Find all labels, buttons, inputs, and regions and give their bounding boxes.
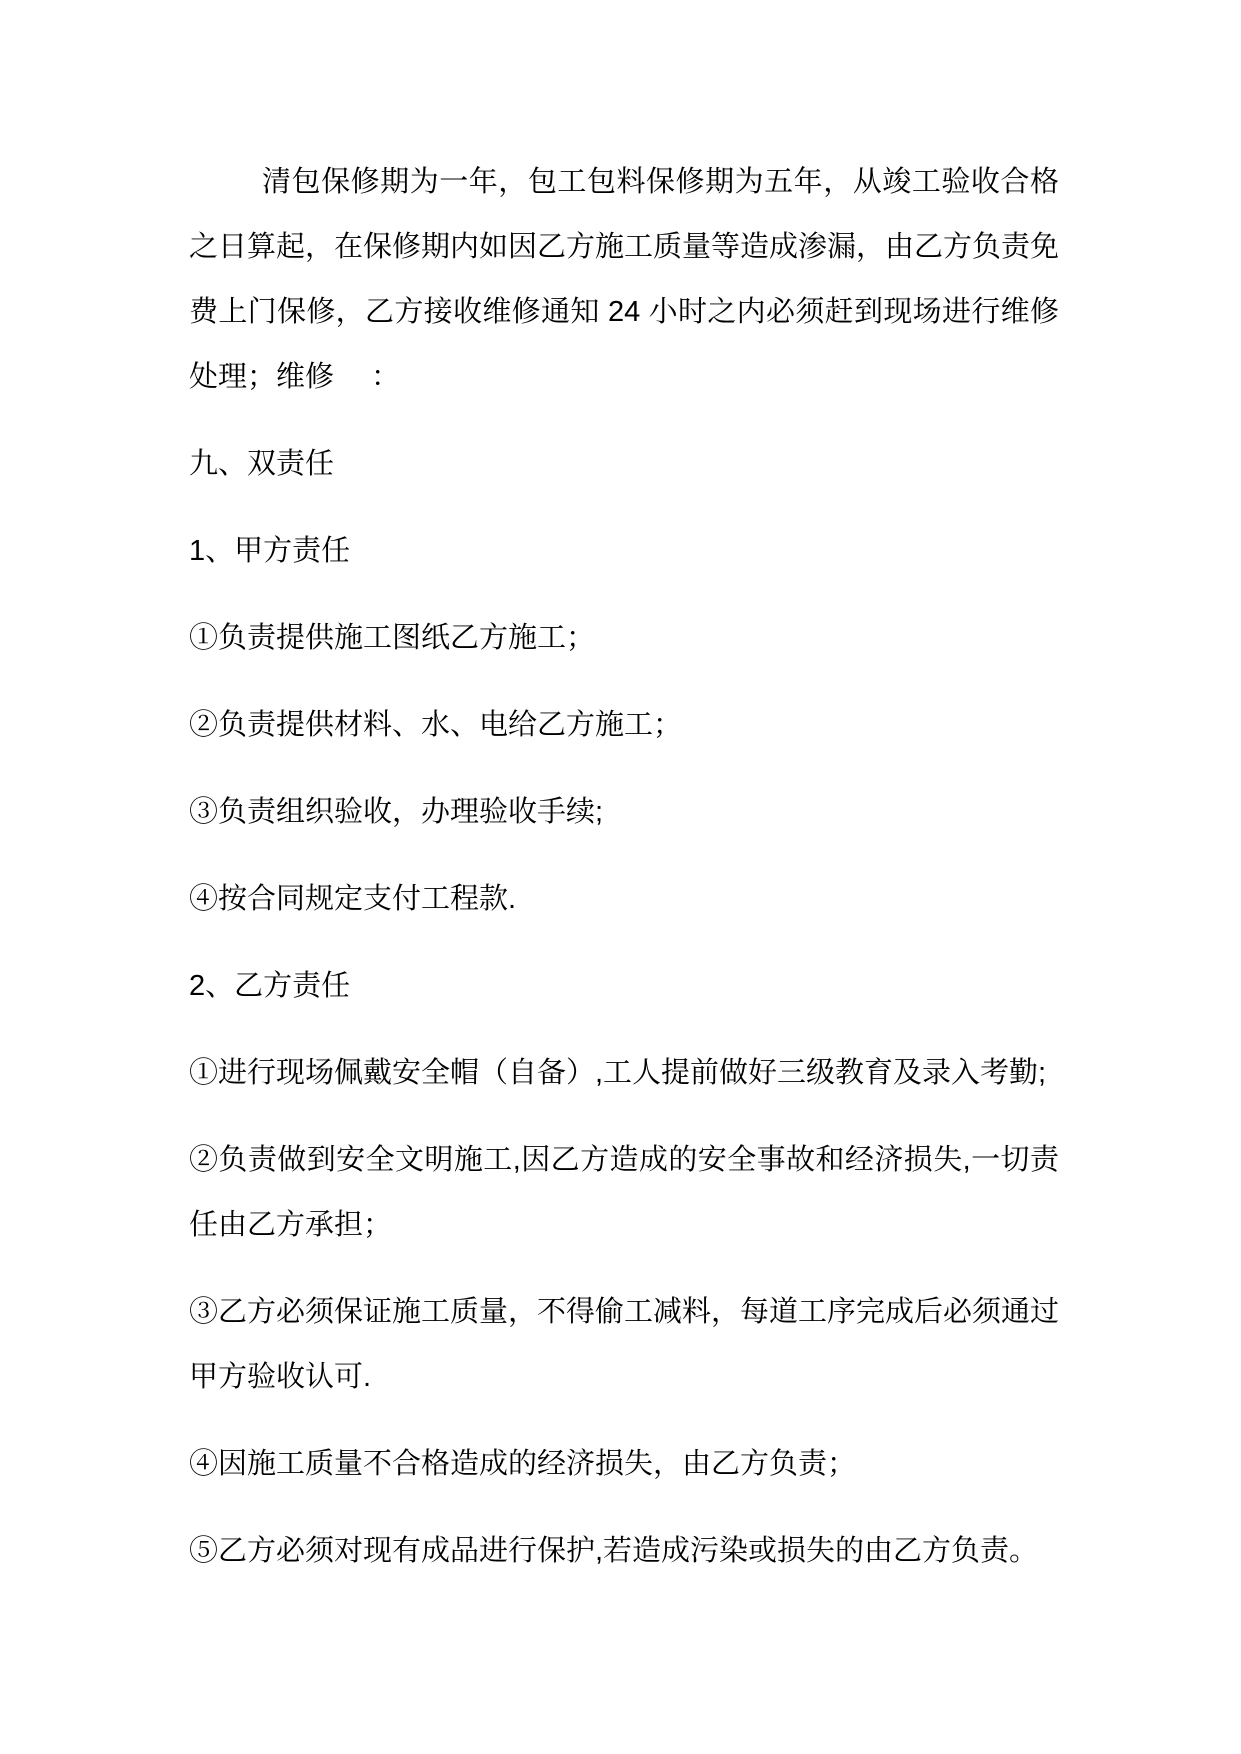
subsection-heading-party-b: 2、乙方责任 — [189, 970, 351, 1002]
paragraph-line: ④因施工质量不合格造成的经济损失，由乙方负责； — [189, 1448, 857, 1480]
paragraph-line: 处理；维修 ： — [189, 361, 401, 393]
responsibility-item: ③负责组织验收，办理验收手续; — [189, 796, 604, 828]
responsibility-item: ④按合同规定支付工程款. — [189, 883, 517, 915]
document-body — [189, 150, 1059, 1606]
paragraph-line: 任由乙方承担； — [189, 1209, 393, 1241]
paragraph-line: ②负责做到安全文明施工,因乙方造成的安全事故和经济损失,一切责 — [189, 1144, 1059, 1176]
paragraph-line: ③乙方必须保证施工质量，不得偷工减料，每道工序完成后必须通过 — [189, 1296, 1060, 1328]
section-heading: 九、双责任 — [189, 448, 335, 480]
warranty-paragraph — [189, 150, 1059, 410]
subsection-heading-party-a: 1、甲方责任 — [189, 535, 351, 567]
paragraph-line: 甲方验收认可. — [189, 1361, 372, 1393]
responsibility-item — [189, 1128, 1059, 1258]
paragraph-line: 之日算起，在保修期内如因乙方施工质量等造成渗漏，由乙方负责免 — [189, 231, 1060, 263]
paragraph-line: 清包保修期为一年，包工包料保修期为五年，从竣工验收合格 — [262, 166, 1059, 198]
paragraph-line: 费上门保修，乙方接收维修通知 24 小时之内必须赶到现场进行维修 — [189, 296, 1059, 328]
responsibility-item: ②负责提供材料、水、电给乙方施工； — [189, 709, 683, 741]
paragraph-line: ①进行现场佩戴安全帽（自备）,工人提前做好三级教育及录入考勤; — [189, 1057, 1047, 1089]
paragraph-line: ⑤乙方必须对现有成品进行保护,若造成污染或损失的由乙方负责。 — [189, 1535, 1039, 1567]
responsibility-item — [189, 1519, 1059, 1584]
responsibility-item — [189, 1041, 1059, 1106]
responsibility-item — [189, 1280, 1059, 1410]
responsibility-item — [189, 1432, 1059, 1497]
responsibility-item: ①负责提供施工图纸乙方施工； — [189, 622, 596, 654]
